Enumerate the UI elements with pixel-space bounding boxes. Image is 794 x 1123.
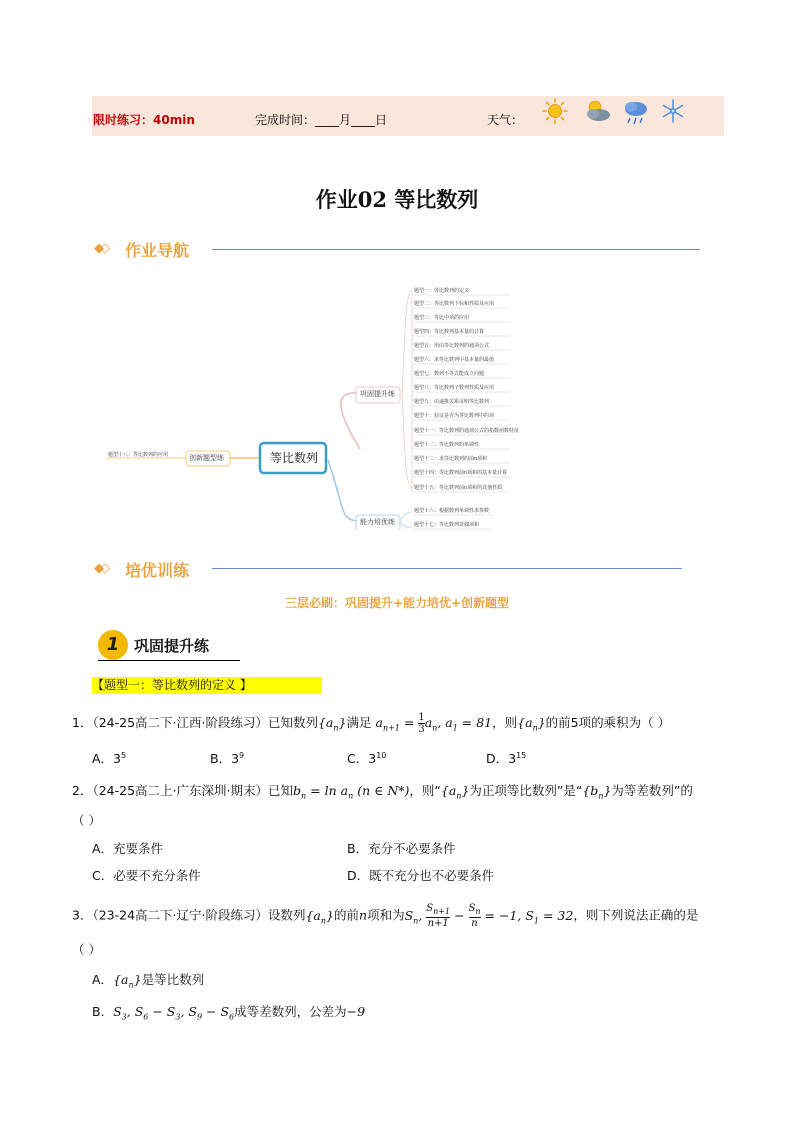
mindmap-branch-ability: 能力培优练 (360, 518, 395, 526)
q2-prefix: 2．（24-25高二上·广东深圳·期末）已知 (72, 783, 293, 798)
q3-option-b[interactable]: B．$S_3$, $S_6 - S_3$, $S_9 - S_6$成等差数列，公差为−9 (92, 1004, 366, 1022)
section-divider (212, 249, 700, 250)
mindmap-leaf: 题型十一：等比数列的通项公式的指数函数特征 (414, 428, 520, 434)
mindmap-leaf: 题型九：由递推关系证明等比数列 (414, 399, 490, 405)
partly-cloudy-icon (587, 101, 610, 121)
q2-seq-a: $\{a_n\}$ (440, 783, 470, 801)
part-underline (98, 660, 240, 661)
completion-time-label: 完成时间：____月____日 (255, 113, 388, 127)
q3-n: n (359, 907, 368, 923)
q2-paren: （ ） (72, 813, 101, 828)
section-nav-title: 作业导航 (125, 241, 190, 260)
mindmap-center-node: 等比数列 (269, 451, 318, 465)
q3-mid2: 项和为 (367, 907, 405, 923)
mindmap-leaf: 题型十六：根据数列单调性求参数 (414, 508, 490, 514)
page-title: 作业02 等比数列 (315, 187, 479, 212)
q1-option-a[interactable]: A．$3^5$ (92, 750, 127, 766)
q1-seq-a: $\{a_n\}$ (317, 715, 347, 733)
training-subtitle: 三层必刷：巩固提升+能力培优+创新题型 (284, 596, 510, 610)
time-limit-label: 限时练习：40min (93, 113, 195, 127)
question-2 (72, 781, 693, 801)
q1-option-c[interactable]: C．$3^{10}$ (347, 750, 387, 766)
q1-recurrence: $a_{n+1}$ = $\frac{1}{3}$ $a_n$, $a_1 = 81$ (371, 712, 493, 735)
q3-option-a[interactable]: A．$\{a_n\}$是等比数列 (92, 972, 205, 990)
q3-prefix: 3．（23-24高二下·辽宁·阶段练习）设数列 (72, 907, 306, 923)
q2-seq-b: $\{b_n\}$ (582, 783, 612, 801)
mindmap-leaf: 题型十五：等比数列前n项和的其他性质 (414, 485, 503, 491)
q2-option-c[interactable]: C．必要不充分条件 (92, 868, 201, 883)
q1-seq-a2: $\{a_n\}$ (517, 715, 546, 733)
part-number-badge: 1 (98, 630, 128, 660)
mindmap-leaf: 题型十七：等比数列奇偶项和 (414, 522, 480, 528)
sun-icon (543, 99, 567, 123)
q1-mid2: ，则 (492, 715, 518, 730)
mindmap-leaf: 题型七：数列不等式能成立问题 (414, 371, 485, 377)
q2-option-a[interactable]: A．充要条件 (92, 841, 164, 856)
weather-label: 天气： (487, 113, 524, 127)
q1-prefix: 1．（24-25高二下·江西·阶段练习）已知数列 (72, 715, 318, 730)
mindmap-leaf: 题型十三：求等比数列的前n项和 (414, 456, 488, 462)
question-3 (72, 903, 698, 929)
mindmap-leaf: 题型四：等比数列基本量的计算 (414, 329, 485, 335)
q1-option-b[interactable]: B．$3^9$ (210, 750, 245, 766)
q2-suffix: 为等差数列”的 (611, 783, 693, 798)
section-chevron-icon: ◆◇ (94, 561, 106, 576)
mindmap-leaf: 题型十四：等比数列前n项和的基本量计算 (414, 470, 508, 476)
question-1 (72, 712, 670, 735)
q2-def: $b_n = \ln a_n$ (n ∈ N*) (292, 783, 410, 801)
q3-suffix: ，则下列说法正确的是 (573, 907, 699, 923)
mindmap-leaf: 题型五：用由等比数列的通项公式 (414, 343, 490, 349)
mindmap-leaf: 题型十二：等比数列的单调性 (414, 442, 480, 448)
mindmap-leaf: 题型十八：等比数列的应用 (108, 452, 169, 458)
q2-mid2: 为正项等比数列”是“ (469, 783, 583, 798)
mindmap-leaf: 题型二：等比数列下标和性质及应用 (414, 301, 495, 307)
mindmap-branch-consolidate: 巩固提升练 (360, 390, 395, 398)
snowflake-icon (664, 100, 683, 122)
q2-mid: ，则“ (409, 783, 441, 798)
q2-option-b[interactable]: B．充分不必要条件 (347, 841, 456, 856)
q3-seq-a: $\{a_n\}$ (305, 907, 334, 925)
q1-mid1: 满足 (346, 715, 372, 730)
mindmap-leaf: 题型六：求等比数列中基本量的最值 (414, 357, 495, 363)
part-title: 巩固提升练 (134, 637, 210, 655)
mindmap-leaf: 题型三：等比中项的应用 (414, 315, 470, 321)
section-divider (212, 568, 682, 569)
q1-suffix: 的前5项的乘积为（ ） (545, 715, 671, 730)
q3-condition: $S_n$, $\frac{S_{n+1}}{n+1}$ − $\frac{S_n}{n}$ = −1, $S_1 = 32$ (404, 903, 574, 929)
rain-icon (625, 102, 647, 124)
section-chevron-icon: ◆◇ (94, 241, 106, 256)
q1-option-d[interactable]: D．$3^{15}$ (486, 750, 527, 766)
topic-heading: 【题型一：等比数列的定义 】 (92, 677, 322, 694)
section-training-title: 培优训练 (125, 561, 190, 580)
q3-paren: （ ） (72, 942, 101, 957)
mindmap-leaf: 题型一：等比数列的定义 (414, 288, 470, 294)
q2-option-d[interactable]: D．既不充分也不必要条件 (347, 868, 495, 883)
mindmap-branch-innovate: 创新题型练 (189, 454, 224, 462)
q3-mid: 的前 (334, 907, 360, 923)
mindmap-leaf: 题型八：等比数列子数列性质及应用 (414, 385, 495, 391)
weather-icons (541, 97, 685, 127)
mindmap-leaf: 题型十：验证是否为等比数列中的项 (414, 413, 495, 419)
